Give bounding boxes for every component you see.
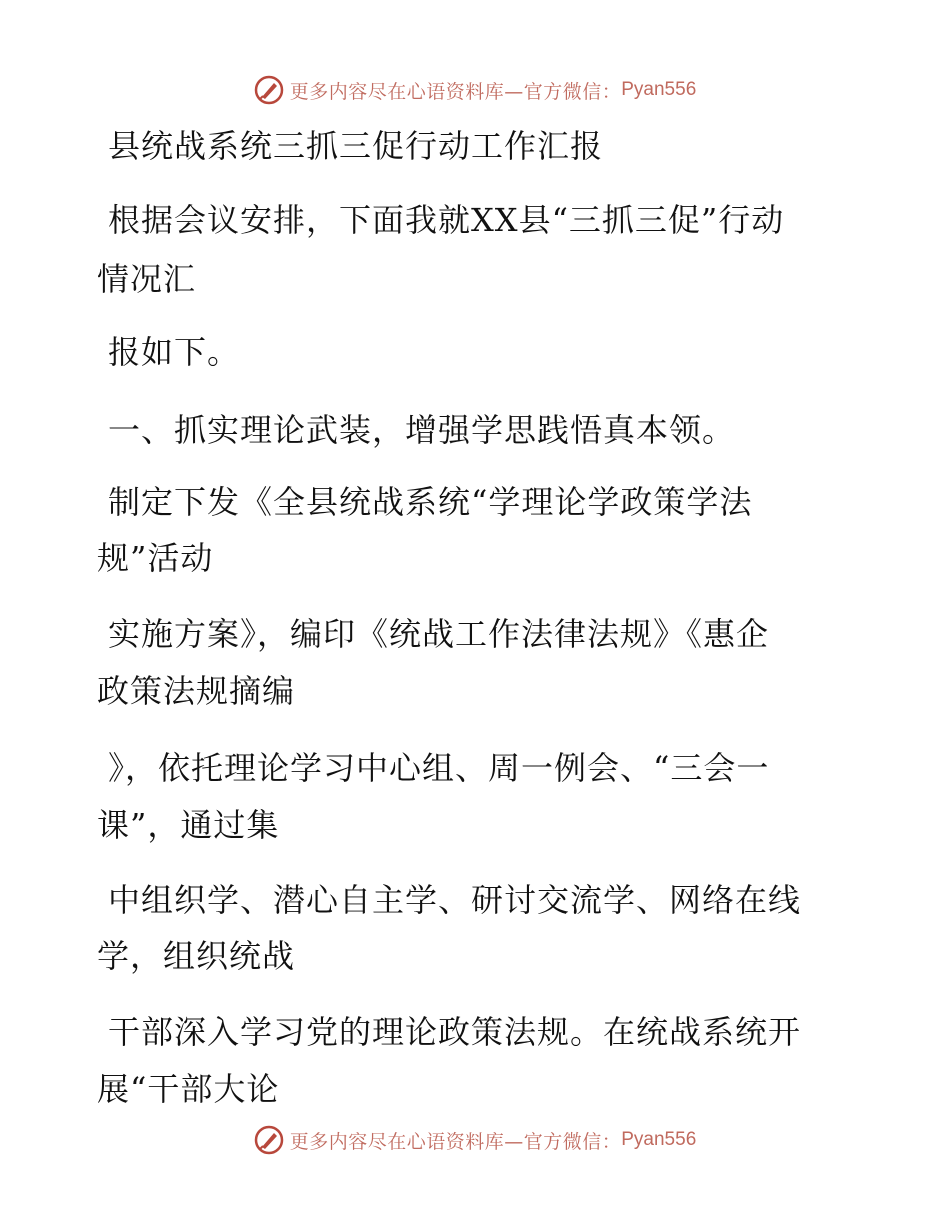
paragraph-line: 中组织学、潜心自主学、研讨交流学、网络在线 bbox=[108, 881, 802, 919]
paragraph-line: 》，依托理论学习中心组、周一例会、“三会一 bbox=[108, 749, 770, 787]
paragraph-line: 规”活动 bbox=[97, 539, 214, 577]
paragraph-line: 根据会议安排，下面我就XX县“三抓三促”行动 bbox=[108, 201, 785, 239]
watermark-handle: Pyan556 bbox=[621, 1129, 697, 1150]
quill-pen-logo-icon bbox=[254, 1125, 284, 1155]
paragraph-line: 课”，通过集 bbox=[97, 806, 280, 844]
footer-watermark bbox=[0, 1120, 950, 1160]
paragraph-line: 学，组织统战 bbox=[97, 937, 296, 975]
paragraph-line: 情况汇 bbox=[97, 260, 197, 298]
watermark-handle: Pyan556 bbox=[621, 79, 697, 100]
paragraph-line: 实施方案》，编印《统战工作法律法规》《惠企 bbox=[108, 615, 770, 653]
paragraph-line: 政策法规摘编 bbox=[97, 672, 296, 710]
quill-pen-logo-icon bbox=[254, 75, 284, 105]
document-title: 县统战系统三抓三促行动工作汇报 bbox=[108, 127, 604, 165]
header-watermark bbox=[0, 70, 950, 110]
watermark-text: 更多内容尽在心语资料库—官方微信： bbox=[289, 80, 622, 103]
section-heading: 一、抓实理论武装，增强学思践悟真本领。 bbox=[108, 411, 736, 449]
paragraph-line: 展“干部大论 bbox=[97, 1070, 280, 1108]
paragraph-line: 报如下。 bbox=[108, 333, 241, 371]
paragraph-line: 干部深入学习党的理论政策法规。在统战系统开 bbox=[108, 1013, 802, 1051]
paragraph-line: 制定下发《全县统战系统“学理论学政策学法 bbox=[108, 483, 753, 521]
watermark-text: 更多内容尽在心语资料库—官方微信： bbox=[289, 1130, 622, 1153]
